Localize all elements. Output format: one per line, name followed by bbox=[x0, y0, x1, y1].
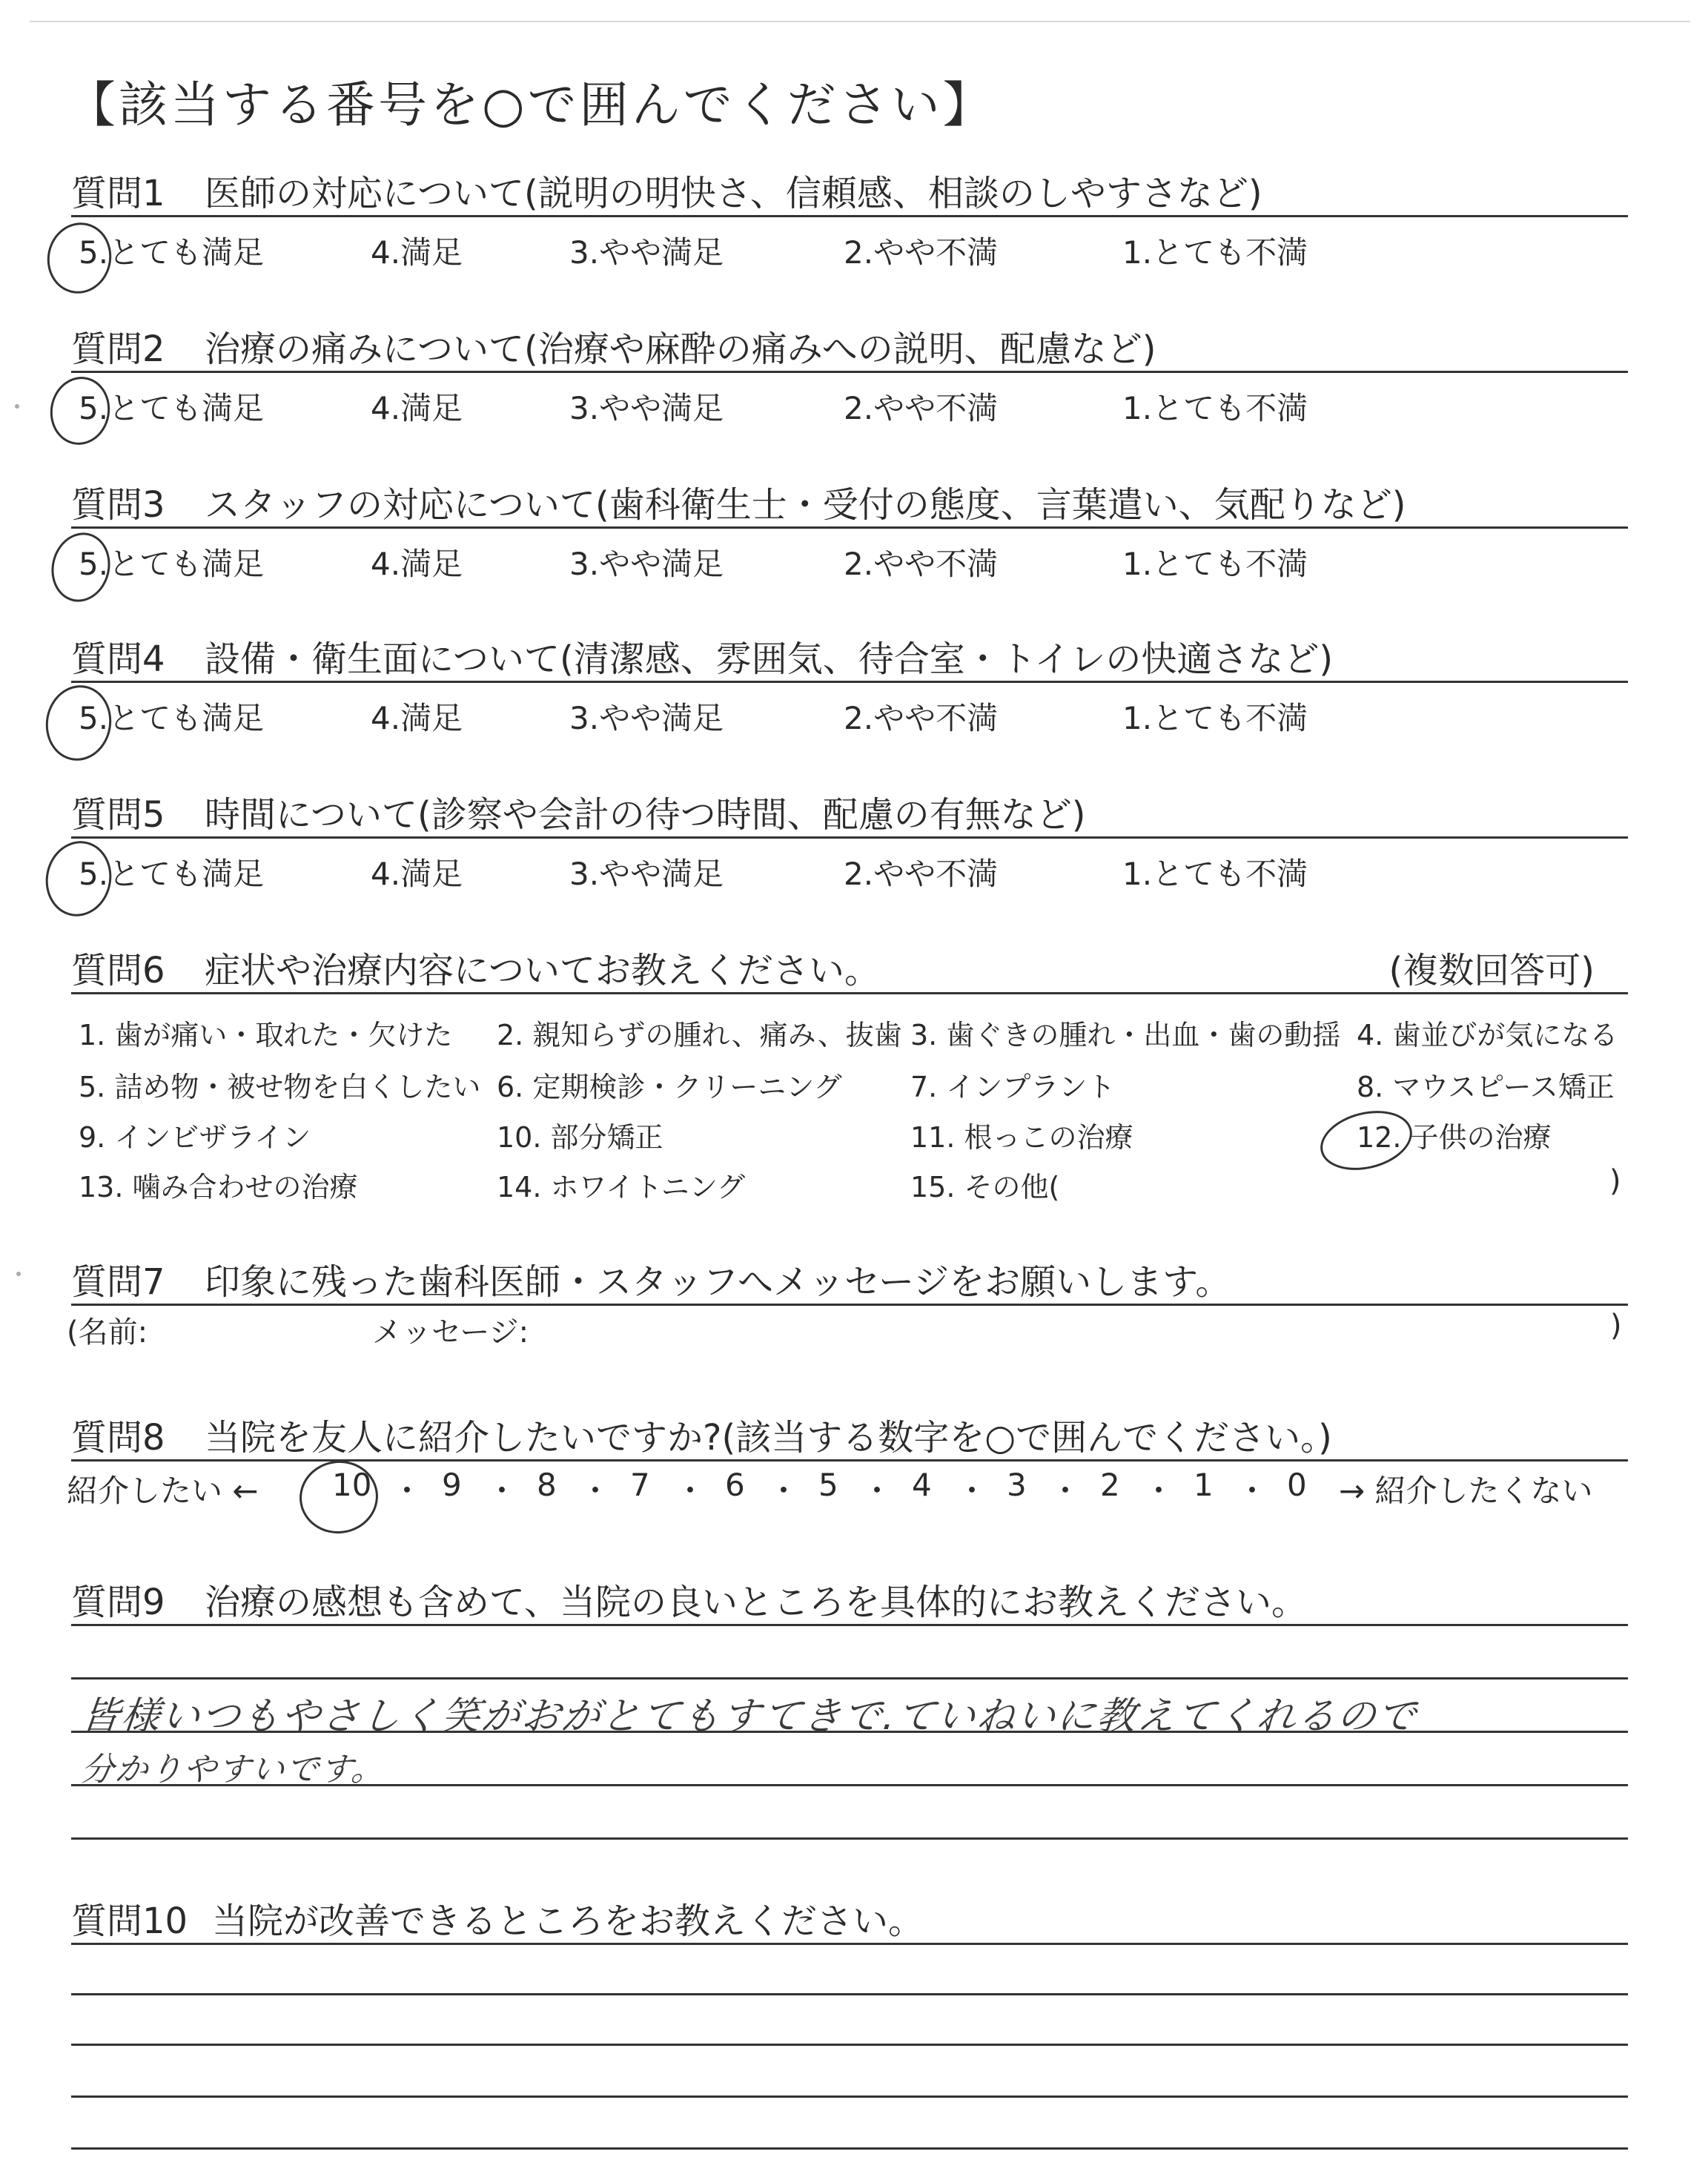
scale-2[interactable]: 2 bbox=[1100, 1467, 1120, 1503]
question-text: 医師の対応について(説明の明快さ、信頼感、相談のしやすさなど) bbox=[205, 173, 1262, 214]
symptom-option-10[interactable]: 10. 部分矯正 bbox=[497, 1121, 663, 1154]
scan-speck bbox=[15, 404, 19, 409]
symptom-option-4[interactable]: 4. 歯並びが気になる bbox=[1357, 1019, 1618, 1051]
handwritten-answer-line-2: 分かりやすいです。 bbox=[79, 1751, 388, 1789]
question-text: 当院を友人に紹介したいですか?(該当する数字を○で囲んでください。) bbox=[205, 1417, 1332, 1459]
symptom-option-3[interactable]: 3. 歯ぐきの腫れ・出血・歯の動揺 bbox=[910, 1019, 1341, 1051]
question-5-options[interactable] bbox=[71, 850, 1628, 894]
symptom-option-12[interactable]: 12. 子供の治療 bbox=[1357, 1121, 1552, 1154]
scale-1[interactable]: 1 bbox=[1194, 1467, 1214, 1503]
question-5-header bbox=[71, 786, 1628, 839]
symptom-option-14[interactable]: 14. ホワイトニング bbox=[497, 1171, 746, 1203]
option-3[interactable]: 3.やや満足 bbox=[569, 234, 724, 271]
name-label: (名前: bbox=[67, 1315, 148, 1350]
scale-8[interactable]: 8 bbox=[537, 1467, 557, 1503]
option-4[interactable]: 4.満足 bbox=[371, 700, 463, 736]
answer-line bbox=[71, 2095, 1628, 2098]
symptom-option-7[interactable]: 7. インプラント bbox=[910, 1071, 1116, 1103]
scale-dot: ・ bbox=[580, 1473, 612, 1509]
scale-4[interactable]: 4 bbox=[912, 1467, 932, 1503]
scale-dot: ・ bbox=[391, 1473, 423, 1509]
question-text: 時間について(診察や会計の待つ時間、配慮の有無など) bbox=[205, 794, 1086, 836]
scale-5[interactable]: 5 bbox=[818, 1467, 838, 1503]
scale-10[interactable]: 10 bbox=[332, 1467, 372, 1503]
answer-line bbox=[71, 1677, 1628, 1680]
option-3[interactable]: 3.やや満足 bbox=[569, 546, 724, 582]
question-note: (複数回答可) bbox=[1388, 950, 1595, 991]
message-close-paren: ) bbox=[1610, 1309, 1622, 1343]
handwritten-answer-line-1: 皆様いつもやさしく笑がおがとてもすてきで.ていねいに教えてくれるので bbox=[79, 1694, 1420, 1739]
option-2[interactable]: 2.やや不満 bbox=[844, 700, 999, 736]
answer-line bbox=[71, 2044, 1628, 2046]
recommend-scale bbox=[67, 1467, 1638, 1511]
symptom-option-2[interactable]: 2. 親知らずの腫れ、痛み、抜歯 bbox=[497, 1019, 902, 1051]
scale-dot: ・ bbox=[1237, 1473, 1268, 1509]
question-text: 設備・衛生面について(清潔感、雰囲気、待合室・トイレの快適さなど) bbox=[205, 638, 1334, 680]
scale-0[interactable]: 0 bbox=[1287, 1467, 1307, 1503]
question-3-options[interactable] bbox=[71, 540, 1628, 584]
symptom-options bbox=[71, 1012, 1628, 1227]
symptom-option-11[interactable]: 11. 根っこの治療 bbox=[910, 1121, 1133, 1154]
option-1[interactable]: 1.とても不満 bbox=[1122, 700, 1308, 736]
question-number: 質問3 bbox=[71, 484, 165, 526]
answer-line bbox=[71, 2147, 1628, 2150]
question-9-header bbox=[71, 1573, 1628, 1626]
option-4[interactable]: 4.満足 bbox=[371, 856, 463, 892]
question-2-header bbox=[71, 320, 1628, 373]
scale-left-label: 紹介したい ← bbox=[67, 1473, 259, 1509]
option-2[interactable]: 2.やや不満 bbox=[844, 856, 999, 892]
option-1[interactable]: 1.とても不満 bbox=[1122, 856, 1308, 892]
symptom-option-8[interactable]: 8. マウスピース矯正 bbox=[1357, 1071, 1615, 1103]
option-1[interactable]: 1.とても不満 bbox=[1122, 234, 1308, 271]
symptom-option-13[interactable]: 13. 噛み合わせの治療 bbox=[79, 1171, 358, 1203]
scale-3[interactable]: 3 bbox=[1007, 1467, 1027, 1503]
option-2[interactable]: 2.やや不満 bbox=[844, 390, 999, 426]
question-text: 当院が改善できるところをお教えください。 bbox=[212, 1900, 924, 1942]
question-number: 質問10 bbox=[71, 1900, 188, 1942]
question-6-header bbox=[71, 942, 1628, 994]
scale-dot: ・ bbox=[486, 1473, 518, 1509]
question-text: スタッフの対応について(歯科衛生士・受付の態度、言葉遣い、気配りなど) bbox=[205, 484, 1406, 526]
question-text: 治療の感想も含めて、当院の良いところを具体的にお教えください。 bbox=[205, 1582, 1308, 1623]
option-2[interactable]: 2.やや不満 bbox=[844, 234, 999, 271]
scale-dot: ・ bbox=[675, 1473, 706, 1509]
symptom-option-9[interactable]: 9. インビザライン bbox=[79, 1121, 311, 1154]
other-close-paren: ) bbox=[1609, 1164, 1621, 1198]
question-text: 症状や治療内容についてお教えください。 bbox=[205, 950, 881, 991]
question-7-header bbox=[71, 1253, 1628, 1306]
question-number: 質問5 bbox=[71, 794, 165, 836]
option-5[interactable]: 5.とても満足 bbox=[79, 856, 265, 892]
question-number: 質問1 bbox=[71, 173, 165, 214]
question-number: 質問9 bbox=[71, 1582, 165, 1623]
message-field-row[interactable] bbox=[67, 1309, 1631, 1353]
option-5[interactable]: 5.とても満足 bbox=[79, 390, 265, 426]
scale-dot: ・ bbox=[956, 1473, 988, 1509]
question-1-header bbox=[71, 165, 1628, 217]
option-4[interactable]: 4.満足 bbox=[371, 234, 463, 271]
question-2-options[interactable] bbox=[71, 384, 1628, 429]
question-number: 質問4 bbox=[71, 638, 165, 680]
option-1[interactable]: 1.とても不満 bbox=[1122, 390, 1308, 426]
top-border bbox=[30, 21, 1690, 22]
option-5[interactable]: 5.とても満足 bbox=[79, 700, 265, 736]
symptom-option-1[interactable]: 1. 歯が痛い・取れた・欠けた bbox=[79, 1019, 453, 1051]
question-number: 質問6 bbox=[71, 950, 165, 991]
scan-speck bbox=[16, 1272, 21, 1276]
scale-dot: ・ bbox=[1143, 1473, 1175, 1509]
scale-dot: ・ bbox=[768, 1473, 800, 1509]
question-4-options[interactable] bbox=[71, 694, 1628, 739]
option-4[interactable]: 4.満足 bbox=[371, 390, 463, 426]
question-10-header bbox=[71, 1892, 1628, 1945]
option-5[interactable]: 5.とても満足 bbox=[79, 234, 265, 271]
question-4-header bbox=[71, 630, 1628, 683]
question-text: 印象に残った歯科医師・スタッフへメッセージをお願いします。 bbox=[205, 1261, 1231, 1303]
question-number: 質問2 bbox=[71, 328, 165, 370]
form-title: 【該当する番号を○で囲んでください】 bbox=[67, 76, 995, 133]
scale-9[interactable]: 9 bbox=[442, 1467, 462, 1503]
answer-line bbox=[71, 1993, 1628, 1995]
option-2[interactable]: 2.やや不満 bbox=[844, 546, 999, 582]
question-number: 質問8 bbox=[71, 1417, 165, 1459]
option-3[interactable]: 3.やや満足 bbox=[569, 700, 724, 736]
symptom-option-6[interactable]: 6. 定期検診・クリーニング bbox=[497, 1071, 842, 1103]
question-text: 治療の痛みについて(治療や麻酔の痛みへの説明、配慮など) bbox=[205, 328, 1156, 370]
question-number: 質問7 bbox=[71, 1261, 165, 1303]
answer-line bbox=[71, 1837, 1628, 1840]
scale-dot: ・ bbox=[861, 1473, 893, 1509]
symptom-option-5[interactable]: 5. 詰め物・被せ物を白くしたい bbox=[79, 1071, 481, 1103]
option-3[interactable]: 3.やや満足 bbox=[569, 390, 724, 426]
option-4[interactable]: 4.満足 bbox=[371, 546, 463, 582]
option-3[interactable]: 3.やや満足 bbox=[569, 856, 724, 892]
scale-right-label: → 紹介したくない bbox=[1339, 1473, 1593, 1509]
scale-7[interactable]: 7 bbox=[630, 1467, 650, 1503]
option-1[interactable]: 1.とても不満 bbox=[1122, 546, 1308, 582]
question-3-header bbox=[71, 476, 1628, 529]
scale-dot: ・ bbox=[1050, 1473, 1082, 1509]
question-8-header bbox=[71, 1409, 1628, 1462]
scale-6[interactable]: 6 bbox=[725, 1467, 745, 1503]
message-label: メッセージ: bbox=[372, 1315, 529, 1350]
question-1-options[interactable] bbox=[71, 228, 1628, 273]
symptom-option-15[interactable]: 15. その他( bbox=[910, 1171, 1060, 1203]
option-5[interactable]: 5.とても満足 bbox=[79, 546, 265, 582]
